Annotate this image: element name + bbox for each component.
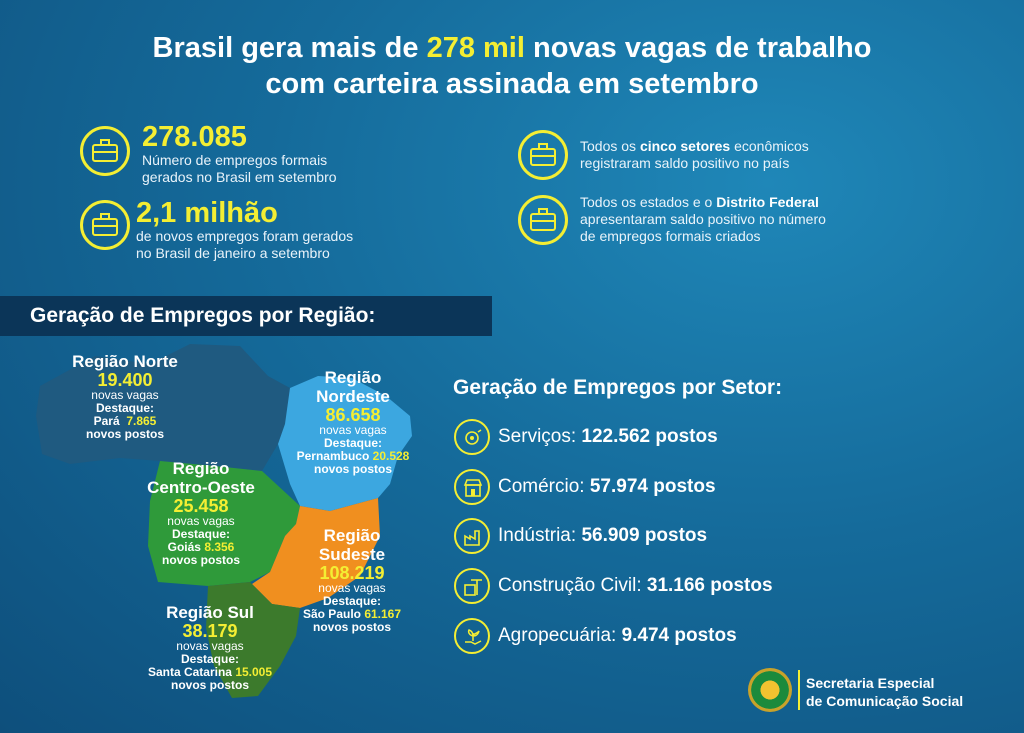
region-sul-label: Região Sul 38.179 novas vagas Destaque: Santa Catarina 15.005 novos postos — [130, 603, 290, 692]
region-section-title: Geração de Empregos por Região: — [0, 296, 492, 336]
headline-line-1: Brasil gera mais de 278 mil novas vagas de trabalho — [152, 32, 872, 64]
stat-september — [80, 120, 410, 190]
factory-icon — [454, 518, 490, 554]
region-sudeste-label: Região Sudeste 108.219 novas vagas Destaque: São Paulo 61.167 novos postos — [282, 526, 422, 634]
region-value: 38.179 — [182, 621, 238, 641]
stat-year — [80, 198, 410, 268]
stat-value: 2,1 milhão — [136, 197, 278, 229]
briefcase-icon — [80, 126, 130, 176]
stat-desc-line: de novos empregos foram gerados — [136, 228, 354, 244]
headline-line-2: com carteira assinada em setembro — [265, 68, 759, 100]
stat-desc-line: no Brasil de janeiro a setembro — [136, 245, 330, 261]
region-value: 108.219 — [319, 563, 385, 583]
stat-desc-line: gerados no Brasil em setembro — [142, 169, 337, 185]
region-value: 86.658 — [325, 405, 381, 425]
region-norte-label: Região Norte 19.400 novas vagas Destaque: Pará 7.865 novos postos — [40, 352, 210, 441]
stat-desc-line: Número de empregos formais — [142, 152, 328, 168]
storefront-icon — [454, 469, 490, 505]
building-crane-icon — [454, 568, 490, 604]
headline — [60, 30, 964, 102]
fact-sectors: Todos os cinco setores econômicos registraram saldo positivo no país — [580, 138, 809, 171]
head-gear-icon — [454, 419, 490, 455]
briefcase-icon — [518, 130, 568, 180]
stat-value: 278.085 — [142, 121, 247, 153]
region-centro-oeste-label: Região Centro-Oeste 25.458 novas vagas Destaque: Goiás 8.356 novos postos — [126, 459, 276, 567]
briefcase-icon — [80, 200, 130, 250]
coat-of-arms-icon — [748, 668, 792, 712]
region-nordeste-label: Região Nordeste 86.658 novas vagas Destaque: Pernambuco 20.528 novos postos — [278, 368, 428, 476]
headline-highlight: 278 mil — [426, 32, 525, 64]
footer-org-name: Secretaria Especial de Comunicação Social — [806, 675, 964, 709]
sector-section-title: Geração de Empregos por Setor: — [453, 376, 783, 399]
fact-states: Todos os estados e o Distrito Federal apresentaram saldo positivo no número de empregos formais criados — [580, 194, 826, 244]
plant-hand-icon — [454, 618, 490, 654]
region-value: 25.458 — [173, 496, 229, 516]
footer-divider — [798, 670, 800, 710]
region-value: 19.400 — [97, 370, 153, 390]
briefcase-icon — [518, 195, 568, 245]
